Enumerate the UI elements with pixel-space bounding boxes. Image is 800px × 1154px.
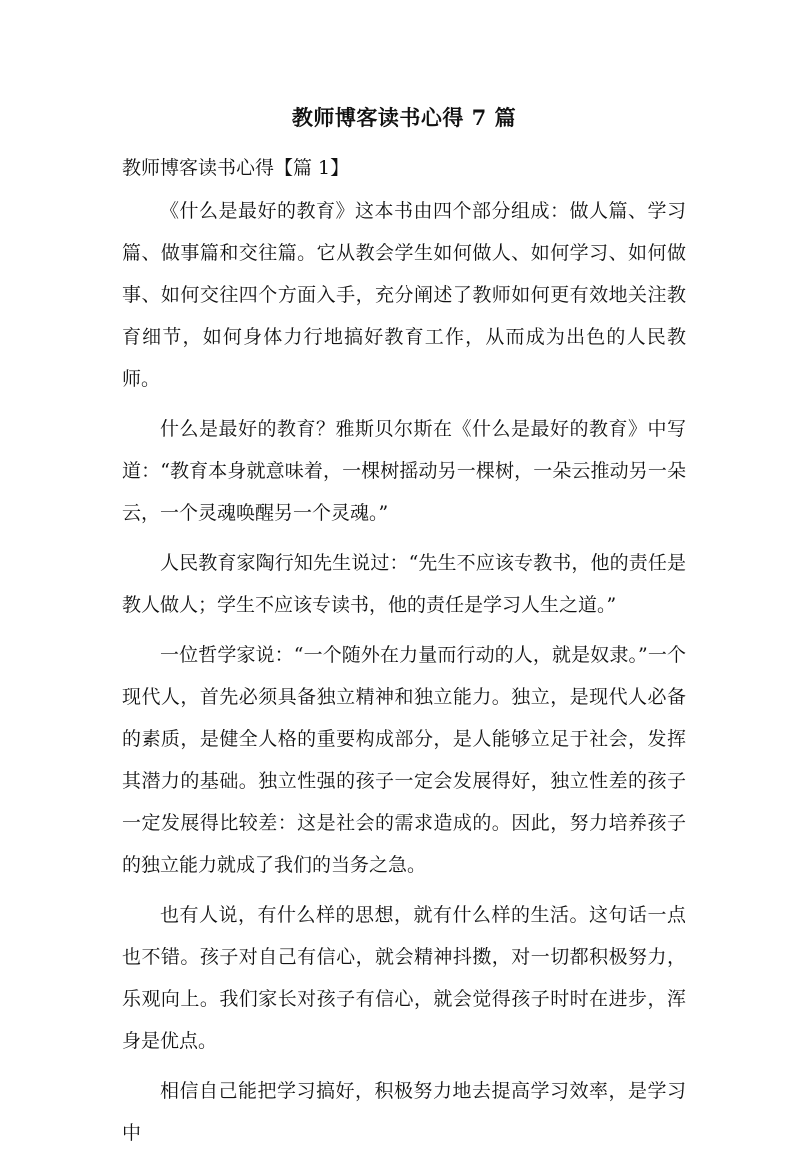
section-heading: 教师博客读书心得【篇 1】 (122, 157, 350, 179)
paragraph: 人民教育家陶行知先生说过：“先生不应该专教书，他的责任是教人做人；学生不应该专读书，他的责任是学习人生之道。” (122, 552, 686, 616)
paragraph: 《什么是最好的教育》这本书由四个部分组成：做人篇、学习篇、做事篇和交往篇。它从教会学生如何做人、如何学习、如何做事、如何交往四个方面入手，充分阐述了教师如何更有效地关注教育细节，如何身体力行地搞好教育工作，从而成为出色的人民教师。 (122, 200, 686, 390)
document-title: 教师博客读书心得 7 篇 (291, 105, 517, 130)
paragraph: 相信自己能把学习搞好，积极努力地去提高学习效率，是学习中 (122, 1080, 686, 1144)
paragraph: 什么是最好的教育？雅斯贝尔斯在《什么是最好的教育》中写道：“教育本身就意味着，一棵树摇动另一棵树，一朵云推动另一朵云，一个灵魂唤醒另一个灵魂。” (122, 418, 686, 524)
paragraph: 也有人说，有什么样的思想，就有什么样的生活。这句话一点也不错。孩子对自己有信心，就会精神抖擞，对一切都积极努力，乐观向上。我们家长对孩子有信心，就会觉得孩子时时在进步，浑身是优点。 (122, 904, 686, 1052)
paragraph: 一位哲学家说：“一个随外在力量而行动的人，就是奴隶。”一个现代人，首先必须具备独立精神和独立能力。独立，是现代人必备的素质，是健全人格的重要构成部分，是人能够立足于社会，发挥其潜力的基础。独立性强的孩子一定会发展得好，独立性差的孩子一定发展得比较差：这是社会的需求造成的。因此，努力培养孩子的独立能力就成了我们的当务之急。 (122, 644, 686, 876)
